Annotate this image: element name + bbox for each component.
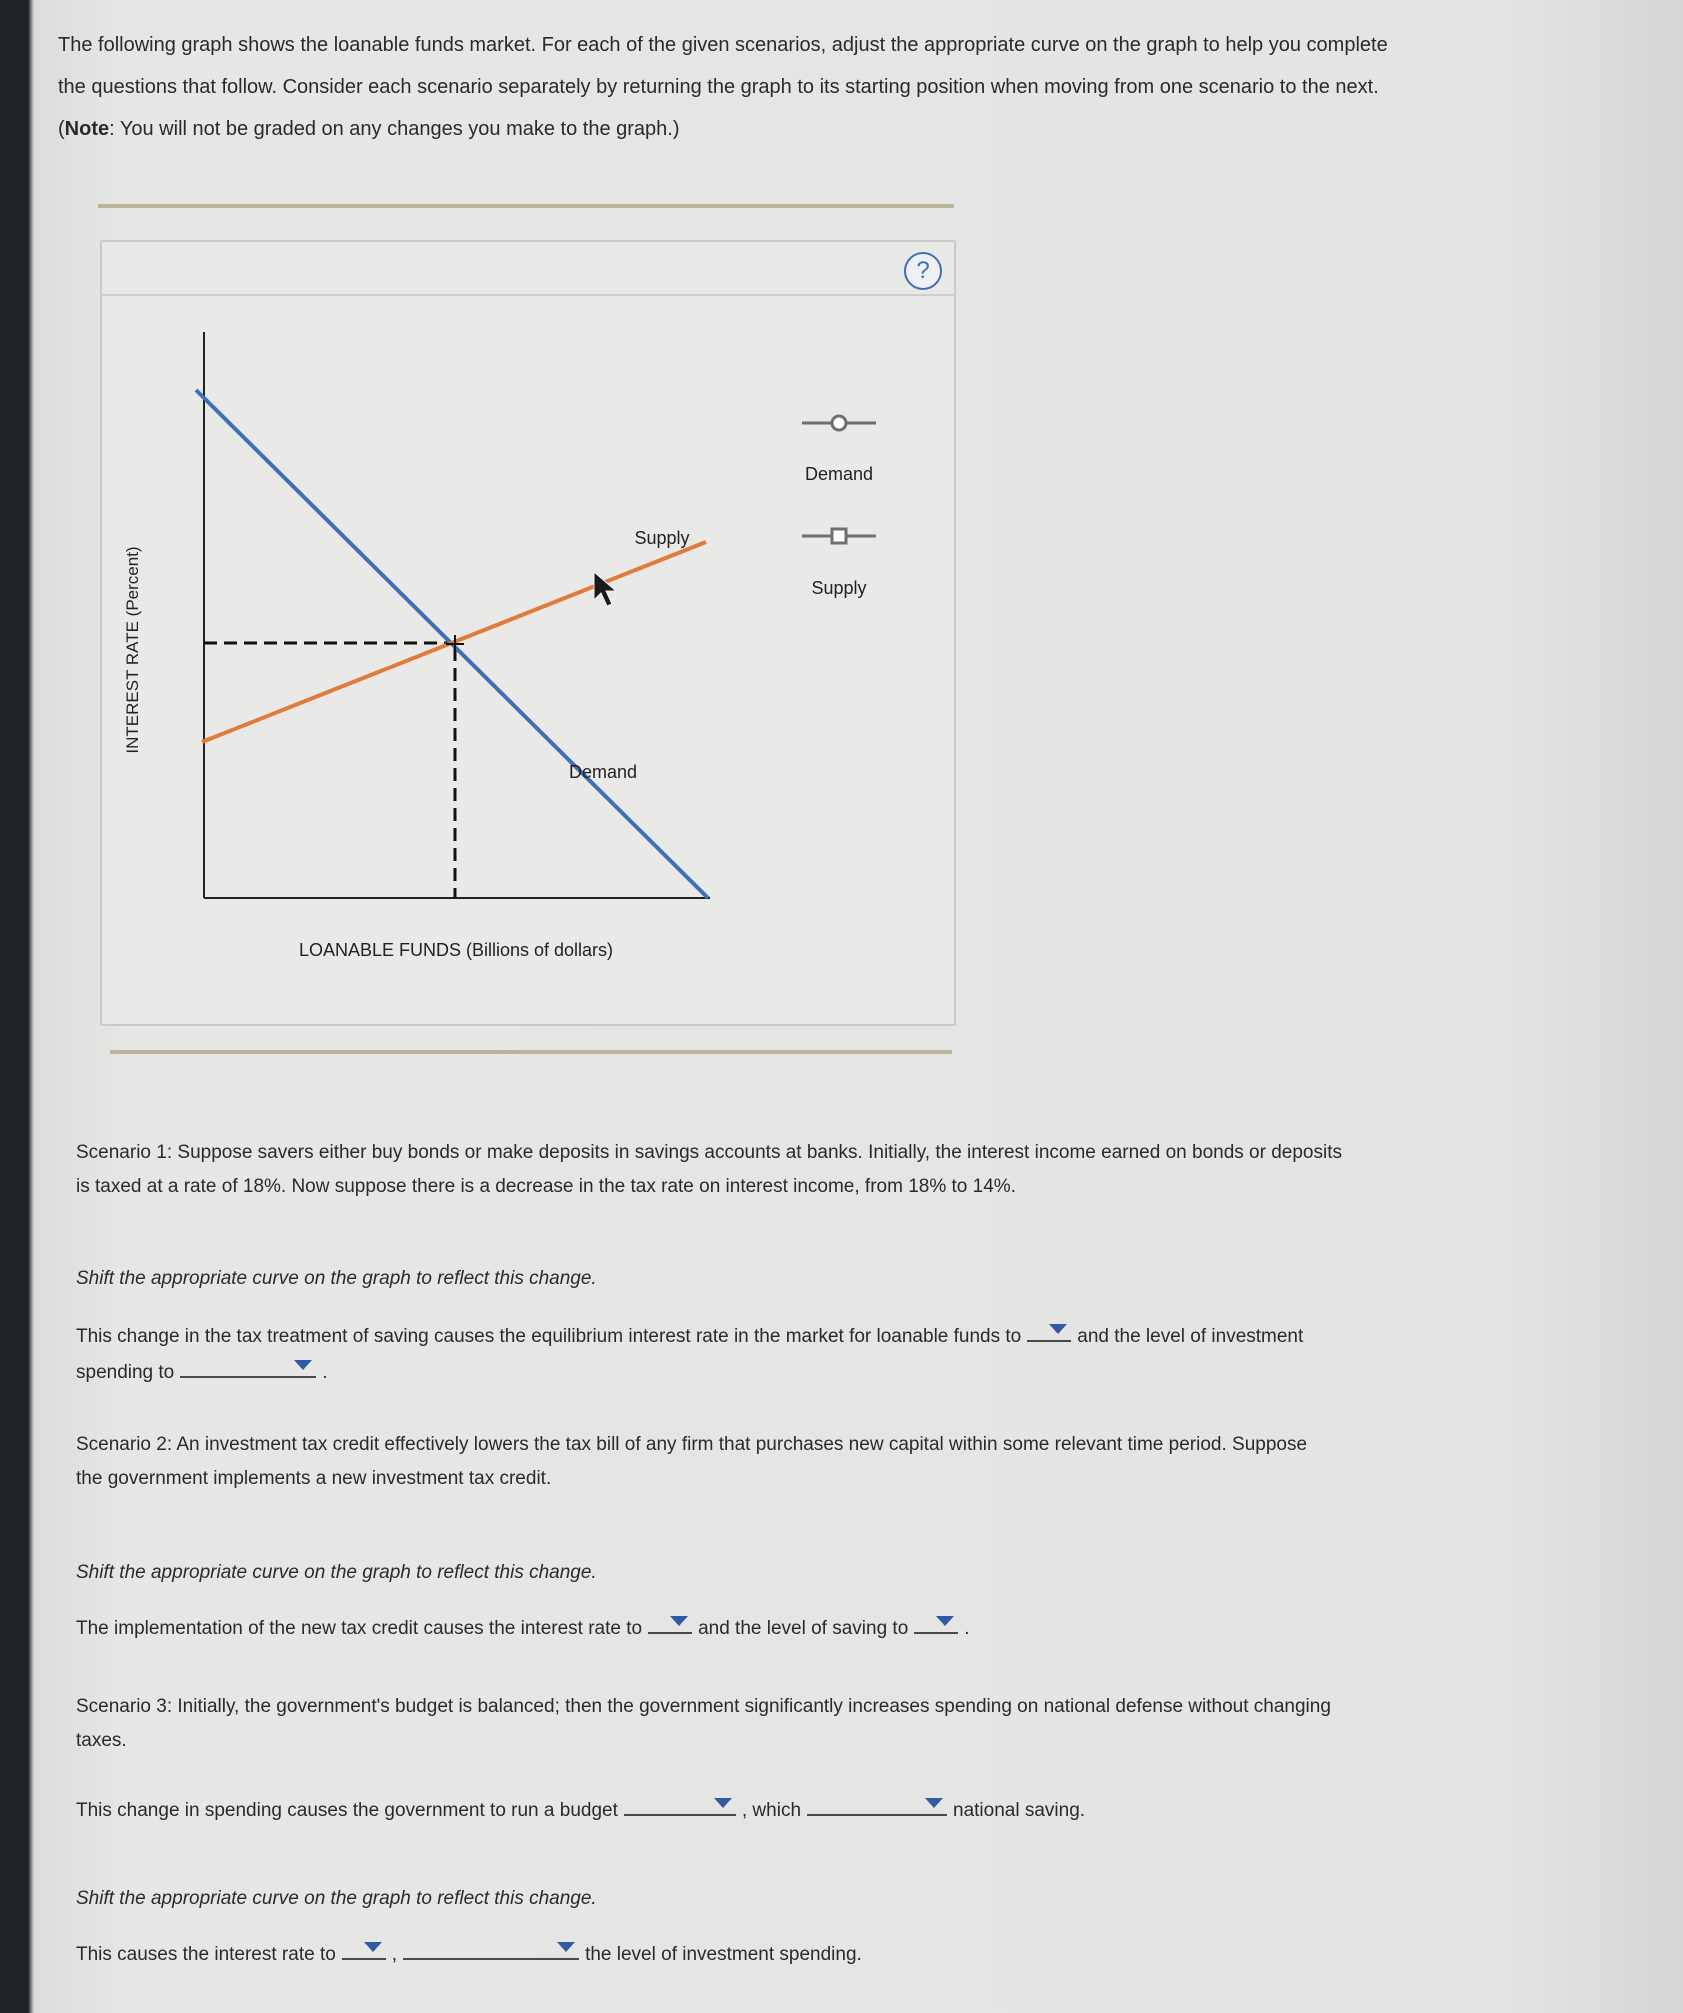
scenario-3-instruction: Shift the appropriate curve on the graph to reflect this change. bbox=[76, 1888, 597, 1909]
scenario-2-interest-rate-dropdown[interactable] bbox=[648, 1610, 692, 1634]
scenario-1-investment-dropdown[interactable] bbox=[180, 1354, 316, 1378]
loanable-funds-graph bbox=[102, 242, 954, 1024]
scenario-3-line-2: taxes. bbox=[76, 1730, 127, 1751]
dropdown-arrow-icon bbox=[714, 1798, 732, 1808]
scenario-2-line-1: Scenario 2: An investment tax credit effectively lowers the tax bill of any firm that purchases new capital within some relevant time period. Suppose bbox=[76, 1434, 1308, 1455]
scenario-2-description bbox=[76, 1428, 1516, 1496]
note-open-paren: ( bbox=[58, 118, 65, 140]
scenario-3-q1-text-3: national saving. bbox=[953, 1800, 1086, 1821]
dropdown-arrow-icon bbox=[1049, 1324, 1067, 1334]
scenario-3-question-1 bbox=[76, 1792, 1516, 1828]
dropdown-arrow-icon bbox=[364, 1942, 382, 1952]
scenario-3-q1-text-1: This change in spending causes the government to run a budget bbox=[76, 1800, 618, 1821]
scenario-3-q2-separator: , bbox=[391, 1944, 398, 1965]
intro-line-2: the questions that follow. Consider each scenario separately by returning the graph to its starting position when moving from one scenario to the next. bbox=[58, 76, 1379, 98]
scenario-3-investment-dropdown[interactable] bbox=[403, 1936, 579, 1960]
scenario-1-line-1: Scenario 1: Suppose savers either buy bonds or make deposits in savings accounts at banks. Initially, the interest income earned on bonds or deposits bbox=[76, 1142, 1342, 1163]
circle-marker-icon bbox=[832, 416, 846, 430]
scenario-2-line-2: the government implements a new investment tax credit. bbox=[76, 1468, 552, 1489]
graph-panel bbox=[100, 240, 956, 1026]
scenario-3-budget-dropdown[interactable] bbox=[624, 1792, 736, 1816]
scenario-3-question-2 bbox=[76, 1936, 1516, 1972]
dropdown-arrow-icon bbox=[670, 1616, 688, 1626]
dropdown-arrow-icon bbox=[925, 1798, 943, 1808]
dropdown-arrow-icon bbox=[936, 1616, 954, 1626]
legend-demand-tool[interactable] bbox=[802, 416, 876, 430]
scenario-3-national-saving-dropdown[interactable] bbox=[807, 1792, 947, 1816]
scenario-1-q-text-3: spending to bbox=[76, 1362, 175, 1383]
scenario-1-q-end: . bbox=[322, 1362, 328, 1383]
y-axis-label: INTEREST RATE (Percent) bbox=[123, 546, 142, 754]
legend-supply-tool[interactable] bbox=[802, 529, 876, 543]
graph-top-divider bbox=[98, 204, 954, 208]
scenario-1-line-2: is taxed at a rate of 18%. Now suppose there is a decrease in the tax rate on interest income, from 18% to 14%. bbox=[76, 1176, 1016, 1197]
help-button[interactable]: ? bbox=[904, 252, 942, 290]
demand-curve-label: Demand bbox=[568, 762, 638, 782]
legend-supply-label: Supply bbox=[811, 578, 867, 598]
scenario-1-q-text-2: and the level of investment bbox=[1077, 1326, 1304, 1347]
dropdown-arrow-icon bbox=[294, 1360, 312, 1370]
note-text: : You will not be graded on any changes you make to the graph.) bbox=[109, 118, 680, 140]
scenario-3-q2-text-2: the level of investment spending. bbox=[585, 1944, 862, 1965]
scenario-2-saving-dropdown[interactable] bbox=[914, 1610, 958, 1634]
scenario-2-q-text-1: The implementation of the new tax credit causes the interest rate to bbox=[76, 1618, 643, 1639]
intro-note bbox=[58, 108, 1558, 150]
scenario-2-q-end: . bbox=[964, 1618, 970, 1639]
scenario-3-description bbox=[76, 1690, 1516, 1758]
dropdown-arrow-icon bbox=[557, 1942, 575, 1952]
scenario-2-instruction: Shift the appropriate curve on the graph to reflect this change. bbox=[76, 1562, 597, 1583]
scenario-2-question bbox=[76, 1610, 1516, 1646]
graph-bottom-divider bbox=[110, 1050, 952, 1054]
intro-line-1: The following graph shows the loanable funds market. For each of the given scenarios, adjust the appropriate curve on the graph to help you complete bbox=[58, 34, 1388, 56]
scenario-1-interest-rate-dropdown[interactable] bbox=[1027, 1318, 1071, 1342]
scenario-1-instruction: Shift the appropriate curve on the graph to reflect this change. bbox=[76, 1268, 597, 1289]
supply-curve-label: Supply bbox=[634, 528, 690, 548]
scenario-1-q-text-1: This change in the tax treatment of saving causes the equilibrium interest rate in the market for loanable funds to bbox=[76, 1326, 1022, 1347]
square-marker-icon bbox=[832, 529, 846, 543]
scenario-1-description bbox=[76, 1136, 1516, 1204]
scenario-1-question bbox=[76, 1318, 1516, 1390]
legend-demand-label: Demand bbox=[804, 464, 874, 484]
scenario-2-q-text-2: and the level of saving to bbox=[698, 1618, 909, 1639]
scenario-3-interest-rate-dropdown[interactable] bbox=[342, 1936, 386, 1960]
note-label: Note bbox=[64, 118, 110, 140]
intro-paragraph bbox=[58, 24, 1558, 150]
x-axis-label: LOANABLE FUNDS (Billions of dollars) bbox=[298, 940, 614, 960]
scenario-3-q2-text-1: This causes the interest rate to bbox=[76, 1944, 336, 1965]
scenario-3-line-1: Scenario 3: Initially, the government's budget is balanced; then the government significantly increases spending on national defense without changing bbox=[76, 1696, 1331, 1717]
scenario-3-q1-text-2: , which bbox=[741, 1800, 802, 1821]
